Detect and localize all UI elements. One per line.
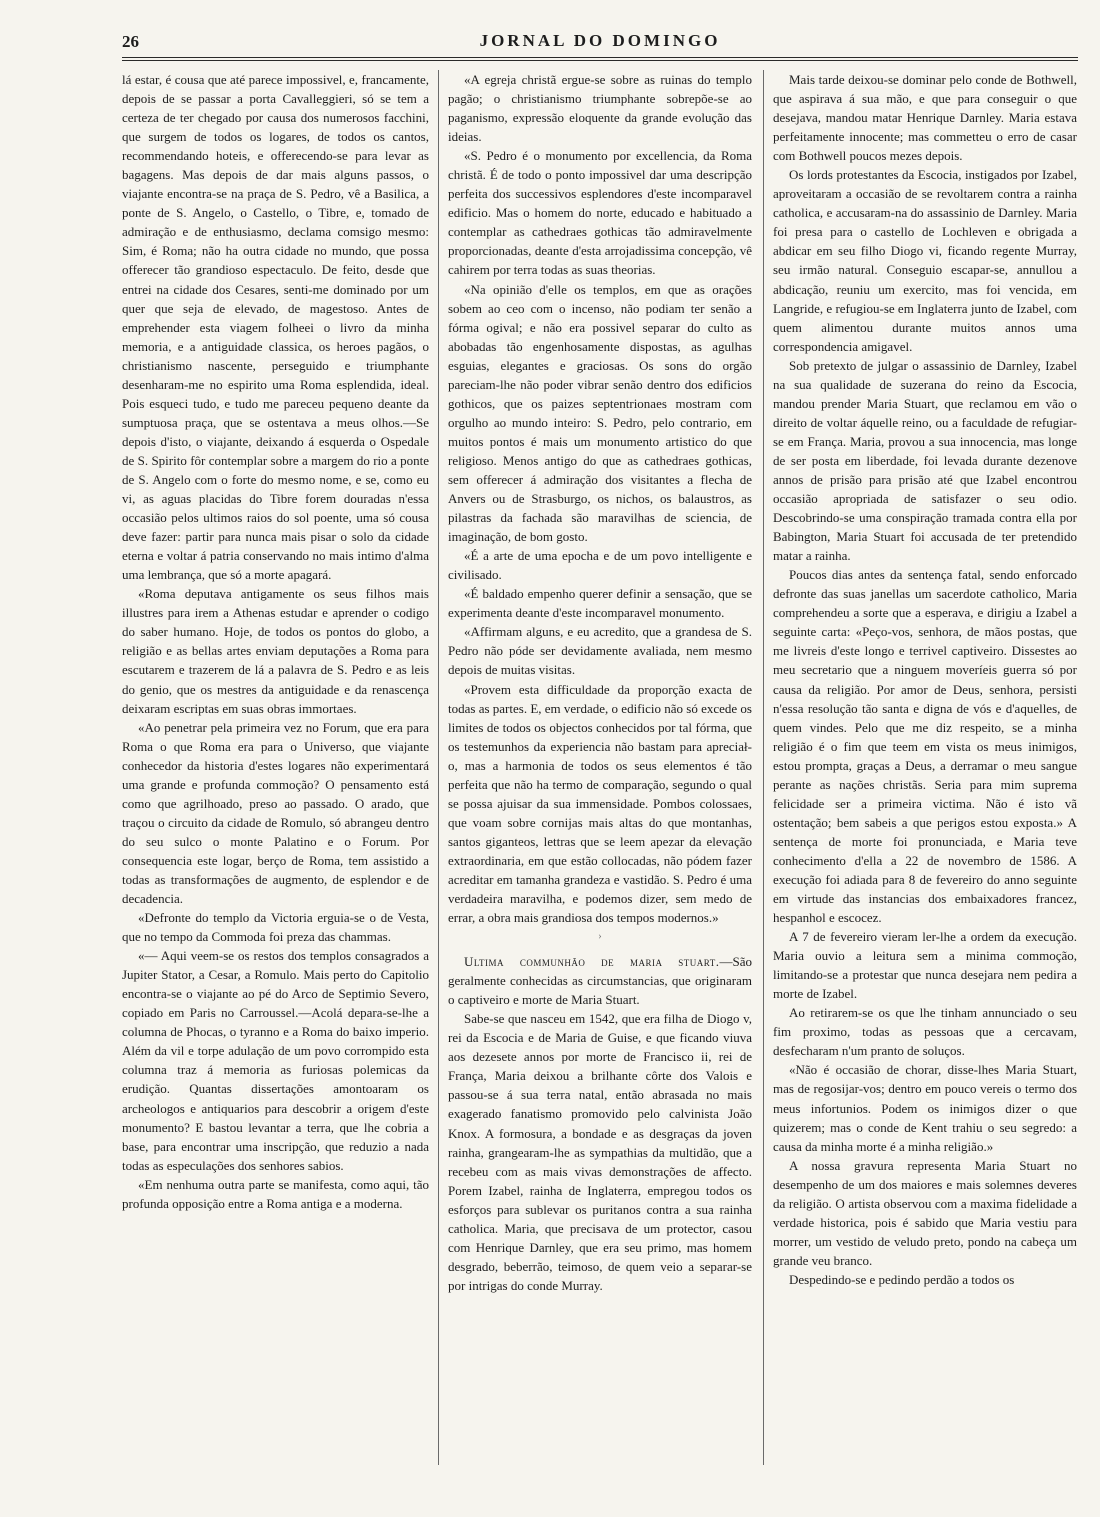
masthead-title: JORNAL DO DOMINGO bbox=[479, 31, 721, 50]
paragraph: «É baldado empenho querer definir a sensação, que se experimenta deante d'este incomparavel monumento. bbox=[448, 586, 752, 621]
paragraph: «Affirmam alguns, e eu acredito, que a grandesa de S. Pedro não póde ser devidamente avaliada, nem mesmo depois de muitas visitas. bbox=[448, 624, 752, 678]
paragraph: Os lords protestantes da Escocia, instigados por Izabel, aproveitaram a occasião de se revoltarem contra a rainha catholica, e accusaram-na do assassinio de Darnley. Maria foi presa para o castello de Lochleven e obrigada a abdicar em seu filho Diogo vi, ficando regente Murray, seu irmão natural. Conseguio escapar-se, annullou a abdicação, reuniu um exercito, mas foi vencida, em Langride, e refugiou-se em Inglaterra junto de Izabel, com quem alimentou durante muitos annos uma correspondencia amigavel. bbox=[773, 167, 1077, 354]
paragraph: Mais tarde deixou-se dominar pelo conde de Bothwell, que aspirava á sua mão, e que para conseguir o que desejava, mandou matar Henrique Darnley. Maria estava perfeitamente innocente; mas commetteu o erro de casar com Bothwell poucos mezes depois. bbox=[773, 72, 1077, 164]
page-header bbox=[122, 26, 1078, 60]
column-left bbox=[122, 70, 429, 1465]
paragraph: Sabe-se que nasceu em 1542, que era filha de Diogo v, rei da Escocia e de Maria de Guise, e que ficando viuva aos dezesete annos por morte de Francisco ii, rei de França, Maria deixou a brilhante côrte dos Valois e passou-se á sua terra natal, então abrasada no mais exagerado fanatismo promovido pelo calvinista João Knox. A formosura, a bondade e as desgraças da joven rainha, grangearam-lhe as sympathias da multidão, que a recebeu com as mais vivas demonstrações de affecto. Porem Izabel, rainha de Inglaterra, empregou todos os esforços para sublevar os puritanos contra a sua rainha catholica. Maria, que precisava de um protector, casou com Henrique Darnley, que era seu primo, mas homem desgrado, beberrão, teimoso, de quem veio a separar-se por intrigas do conde Murray. bbox=[448, 1011, 752, 1293]
paragraph: Poucos dias antes da sentença fatal, sendo enforcado defronte das suas janellas um sacerdote catholico, Maria comprehendeu a sorte que a esperava, e dirigiu a Izabel a seguinte carta: «Peço-vos, senhora, de mãos postas, que me livreis d'este longo e terrivel captiveiro. Dissestes ao meu secretario que a ninguem moveríeis guerra só por causa da religião. Por amor de Deus, senhora, persisti n'essa resolução tão santa e digna de vós e d'aquelles, de quem vindes. Pelo que me diz respeito, se a minha religião é o fim que teem em vista os meus inimigos, estou prompta, graças a Deus, a derramar o meu sangue perante as nações christãs. Seria para mim suprema felicidade ser a primeira victima. Não é isto vã ostentação; bem sabeis a que perigos estou exposta.» A sentença de morte foi pronunciada, e Maria teve conhecimento d'ella a 22 de novembro de 1586. A execução foi adiada para 8 de fevereiro do anno seguinte em virtude das instancias dos embaixadores francez, hespanhol e escocez. bbox=[773, 567, 1077, 926]
paragraph: «Ao penetrar pela primeira vez no Forum, que era para Roma o que Roma era para o Universo, que viajante conhecedor da historia d'estes logares não experimentará uma grande e profunda commoção? O pensamento está como que agrilhoado, preso ao passado. O arado, que traçou o circuito da cidade de Romulo, só abrangeu dentro do seu sulco o monte Palatino e o Forum. Por consequencia este logar, berço de Roma, tem assistido a todas as transformações de augmento, de esplendor e de decadencia. bbox=[122, 719, 429, 907]
section-lead-paragraph bbox=[448, 952, 752, 1009]
column-right bbox=[773, 70, 1077, 1465]
paragraph: «Em nenhuma outra parte se manifesta, como aqui, tão profunda opposição entre a Roma antiga e a moderna. bbox=[122, 1176, 429, 1211]
paragraph: Ao retirarem-se os que lhe tinham annunciado o seu fim proximo, todas as pessoas que a cercavam, desfecharam n'um pranto de soluços. bbox=[773, 1005, 1077, 1059]
section-lead-text: —São geralmente conhecidas as circumstancias, que originaram o captiveiro e morte de Maria Stuart. bbox=[448, 954, 752, 1008]
paragraph: «— Aqui veem-se os restos dos templos consagrados a Jupiter Stator, a Cesar, a Romulo. Mais perto do Capitolio encontra-se o viajante ao pé do Arco de Septimio Severo, copiado em Paris no Carroussel.—Acolá depara-se-lhe a columna de Phocas, o tyranno e a Roma do baixo imperio. Além da vil e torpe adulação de um povo corrompido esta columna traz á memoria as furiosas polemicas da erudição. Quantas dissertações amontoaram os archeologos e antiquarios para descobrir a origem d'este monumento? E bastou levantar a terra, que lhe cobria a base, para encontrar uma inscripção, que reduzio a nada todas as especulações dos senhores sabios. bbox=[122, 948, 429, 1173]
column-divider bbox=[438, 70, 439, 1465]
column-divider bbox=[763, 70, 764, 1465]
paragraph: «A egreja christã ergue-se sobre as ruinas do templo pagão; o christianismo triumphante sobrepõe-se ao paganismo, expressão eloquente da grande evolução das ideias. bbox=[448, 72, 752, 145]
column-middle bbox=[448, 70, 752, 1465]
section-heading: Ultima communhão de maria stuart. bbox=[464, 954, 720, 970]
header-rule bbox=[122, 57, 1078, 58]
paragraph: A 7 de fevereiro vieram ler-lhe a ordem da execução. Maria ouvio a leitura sem a minima commoção, limitando-se a protestar que nunca desejara nem pedira a morte de Izabel. bbox=[773, 929, 1077, 1002]
paragraph: «S. Pedro é o monumento por excellencia, da Roma christã. É de todo o ponto impossivel dar uma descripção perfeita dos successivos esplendores d'este incomparavel edificio. Mas o homem do norte, educado e habituado a contemplar as cathedraes gothicas tão admiravelmente proporcionadas, deante d'esta arrojadissima concepção, vê cahirem por terra todas as suas theorias. bbox=[448, 148, 752, 278]
paragraph: A nossa gravura representa Maria Stuart no desempenho de um dos maiores e mais solemnes deveres da religião. O artista observou com a maxima fidelidade a verdade historica, pois é sabido que Maria vestiu para morrer, um vestido de veludo preto, pondo na cabeça um grande veu branco. bbox=[773, 1157, 1077, 1268]
header-rule bbox=[122, 60, 1078, 61]
paragraph: «Provem esta difficuldade da proporção exacta de todas as partes. E, em verdade, o edificio não só excede os limites de todos os objectos conhecidos por tal fórma, que os testemunhos da experiencia não bastam para apreciał-o, mas a harmonia de todos os seus elementos é tão perfeita que não ha termo de comparação, segundo o qual se possa ajuisar da sua immensidade. Pombos colossaes, que voam sobre cornijas mais altas do que montanhas, santos giganteos, lettras que se leem apezar da elevação extraordinaria, em que estão collocadas, não pódem fazer acreditar em tamanha grandeza e vastidão. S. Pedro é uma verdadeira maravilha, e podemos dizer, sem medo de errar, a obra mais grandiosa dos tempos modernos.» bbox=[448, 681, 752, 926]
paragraph: Despedindo-se e pedindo perdão a todos os bbox=[789, 1271, 1015, 1287]
paragraph: «Defronte do templo da Victoria erguia-se o de Vesta, que no tempo da Commoda foi preza das chammas. bbox=[122, 910, 429, 945]
paragraph: «Na opinião d'elle os templos, em que as orações sobem ao ceo com o incenso, não podiam ter senão a fórma ogival; e não era possivel separar do culto as abobadas tão engenhosamente dispostas, as agulhas esguias, elegantes e graciosas. Os sons do orgão pareciam-lhe não poder vibrar senão dentro dos edificios gothicos, que os paizes septentrionaes mostram com orgulho ao mundo inteiro: S. Pedro, pelo contrario, em muitos pontos é mais um monumento artistico do que religioso. Menos antigo do que as cathedraes gothicas, sem offerecer á admiração dos visitantes a flecha de Anvers ou de Strasburgo, os nichos, os balaustros, as pilastras da fachada são maravilhas de sciencia, de imaginação, de bom gosto. bbox=[448, 281, 752, 545]
paragraph: «É a arte de uma epocha e de um povo intelligente e civilisado. bbox=[448, 548, 752, 583]
section-break-mark: › bbox=[598, 930, 602, 943]
paragraph: «Roma deputava antigamente os seus filhos mais illustres para irem a Athenas estudar e aprender o codigo do saber humano. Hoje, de todos os pontos do globo, a religião e as bellas artes enviam deputações a Roma para escutarem e trazerem de lá a palavra de S. Pedro e as leis do genio, que os mestres da antiguidade e da renascença deixaram escriptas em suas obras immortaes. bbox=[122, 586, 429, 716]
paragraph: «Não é occasião de chorar, disse-lhes Maria Stuart, mas de regosijar-vos; dentro em pouco vereis o termo dos meus infortunios. Podem os inimigos dizer o que quizerem; mas o conde de Kent trahiu o seu segredo: a causa da minha morte é a minha religião.» bbox=[773, 1062, 1077, 1154]
page-number: 26 bbox=[122, 32, 139, 51]
paragraph: Sob pretexto de julgar o assassinio de Darnley, Izabel na sua qualidade de suzerana do reino da Escocia, mandou prender Maria Stuart, que reclamou em vão o direito de voltar áquelle reino, ou a faculdade de refugiar-se em França. Maria, provou a sua innocencia, mas longe de ser posta em liberdade, foi levada durante dezenove annos de prisão para prisão até que Izabel encontrou occasião apropriada de satisfazer o seu odio. Descobrindo-se uma conspiração tramada contra ella por Babington, Maria Stuart foi accusada de ter pretendido matar a rainha. bbox=[773, 357, 1077, 564]
paragraph: lá estar, é cousa que até parece impossivel, e, francamente, depois de se passar a porta Cavalleggieri, só se tem a certeza de ter chegado por causa dos numerosos facchini, que surgem de todos os logares, de todos os cantos, recommendando hoteis, e offerecendo-se para levar as bagagens. Mas depois de dar mais alguns passos, o viajante encontra-se na praça de S. Pedro, vê a Basilica, a ponte de S. Angelo, o Castello, o Tibre, e, tomado de admiração e de enthusiasmo, declama comsigo mesmo: Sim, é Roma; não ha outra cidade no mundo, que possa offerecer tão grandioso espectaculo. De feito, desde que entrei na cidade dos Cesares, senti-me dominado por um quer que seja de elevado, de magestoso. Antes de emprehender esta viagem folheei o livro da minha memoria, e a antiguidade classica, os heroes pagãos, o christianismo nascente, perseguido e triumphante desenharam-me no espirito uma Roma esplendida, ideal. Pois esqueci tudo, e tudo me pareceu pequeno deante da sumptuosa praça, que se ostentava a meus olhos.—Se depois d'isto, o viajante, deixando á esquerda o Ospedale de S. Spirito fôr contemplar sobre a margem do rio a ponte de S. Angelo com o forte do mesmo nome, e se, como eu vi, as aguas placidas do Tibre forem douradas n'essa occasião pelos ultimos raios do sol poente, uma só cousa deve fazer: partir para nunca mais pisar o solo da cidade eterna e voltar á patria conservando no mais intimo d'alma uma lembrança, que só a morte apagará. bbox=[122, 72, 429, 583]
